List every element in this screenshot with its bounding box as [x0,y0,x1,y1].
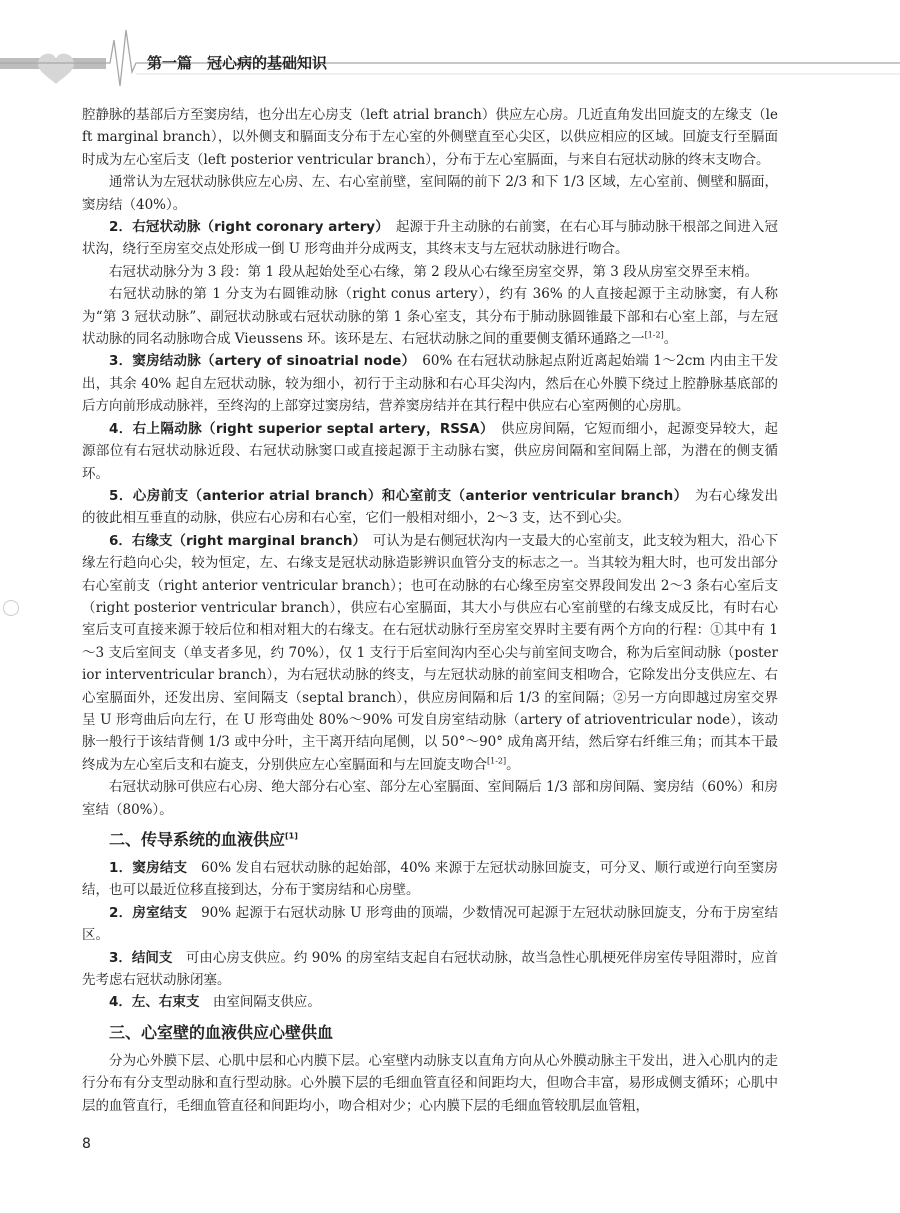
paragraph-conus: 右冠状动脉的第 1 分支为右圆锥动脉（right conus artery），约有 36% 的人直接起源于主动脉窦，有人称为“第 3 冠状动脉”、副冠状动脉或右冠状动脉的第 1 条心室支，其分布于肺动脉圆锥最下部和右心室上部，与左冠状动脉的同名动脉吻合成 Vieussens 环。该环是左、右冠状动脉之间的重要侧支循环通路之一[1-2]。 [82,286,778,348]
header-decoration [0,0,900,90]
paragraph-segments: 右冠状动脉分为 3 段：第 1 段从起始处至心右缘，第 2 段从心右缘至房室交界，第 3 段从房室交界至末梢。 [109,263,759,280]
paragraph-right-coronary: 2．右冠状动脉（right coronary artery） 起源于升主动脉的右前窦，在右心耳与肺动脉干根部之间进入冠状沟，绕行至房室交点处形成一倒 U 形弯曲并分成两支，其终末支与左冠状动脉进行吻合。 [82,219,779,258]
page-number: 8 [82,1136,91,1152]
paragraph-av-branch: 2．房室结支 90% 起源于右冠状动脉 U 形弯曲的顶端，少数情况可起源于左冠状动脉回旋支，分布于房室结区。 [82,904,778,944]
paragraph-marginal: 6．右缘支（right marginal branch） 可认为是右侧冠状沟内一支最大的心室前支，此支较为粗大，沿心下缘左行趋向心尖，较为恒定，左、右缘支是冠状动脉造影辨识血管分支的标志之一。当其较为粗大时，也可发出部分右心室前支（right anterior ventricular branch）；也可在动脉的右心缘至房室交界段间发出 2～3 条右心室后支（right posterior ventricular branch），供应右心室膈面，其大小与供应右心室前壁的右缘支成反比，有时右心室后支可直接来源于较后位和相对粗大的右缘支。在右冠状动脉行至房室交界时主要有两个方向的行程：①其中有 1～3 支后室间支（单支者多见，约 70%），仅 1 支行于后室间沟内至心尖与前室间支吻合，称为后室间动脉（posterior interventricular branch），为右冠状动脉的终支，与左冠状动脉的前室间支相吻合，它除发出分支供应左、右心室膈面外，还发出房、室间隔支（septal branch），供应房间隔和后 1/3 的室间隔；②另一方向即越过房室交界呈 U 形弯曲后向左行，在 U 形弯曲处 80%～90% 可发自房室结动脉（artery of atrioventricular node），该动脉一般行于该结背侧 1/3 或中分叶，主干离开结向尾侧，以 50°～90° 成角离开结，然后穿右纤维三角；而其本干最终成为左心室后支和右旋支，分别供应左心室膈面和与左回旋支吻合[1-2]。 [82,532,779,773]
section-heading-ventricular-wall: 三、心室壁的血液供应心壁供血 [109,1022,334,1042]
main-content [82,104,778,1117]
paragraph-bundle: 4．左、右束支 由室间隔支供应。 [109,994,321,1011]
section-heading-conduction: 二、传导系统的血液供应[1] [109,830,298,849]
ecg-line [0,30,900,86]
paragraph-1: 腔静脉的基部后方至窦房结，也分出左心房支（left atrial branch）供应左心房。几近直角发出回旋支的左缘支（left marginal branch），以外侧支和膈面支分布于左心室的外侧壁直至心尖区，以供应相应的区域。回旋支行至膈面时成为左心室后支（left posterior ventricular branch），分布于左心室膈面，与来自右冠状动脉的终末支吻合。 [82,107,778,168]
paragraph-internodal: 3．结间支 可由心房支供应。约 90% 的房室结支起自右冠状动脉，故当急性心肌梗死伴房室传导阻滞时，应首先考虑右冠状动脉闭塞。 [82,949,778,989]
paragraph-summary: 右冠状动脉可供应右心房、绝大部分右心室、部分左心室膈面、室间隔后 1/3 部和房间隔、窦房结（60%）和房室结（80%）。 [82,779,778,818]
paragraph-sinoatrial: 3．窦房结动脉（artery of sinoatrial node） 60% 在右冠状动脉起点附近离起始端 1～2cm 内由主干发出，其余 40% 起自左冠状动脉，较为细小，初行于主动脉和右心耳尖沟内，然后在心外膜下绕过上腔静脉基底部的后方向前形成动脉袢，至终沟的上部穿过窦房结，营养窦房结并在其行程中供应右心室两侧的心房肌。 [82,353,779,415]
page-header [0,0,900,90]
paragraph-layers: 分为心外膜下层、心肌中层和心内膜下层。心室壁内动脉支以直角方向从心外膜动脉主干发出，进入心肌内的走行分布有分支型动脉和直行型动脉。心外膜下层的毛细血管直径和间距均大，但吻合丰富，易形成侧支循环；心肌中层的血管直行，毛细血管直径和间距均小，吻合相对少；心内膜下层的毛细血管较肌层血管粗， [82,1052,778,1114]
paragraph-rssa: 4．右上隔动脉（right superior septal artery，RSSA） 供应房间隔，它短而细小，起源变异较大，起源部位有右冠状动脉近段、右冠状动脉窦口或直接起源于主动脉右窦，供应房间隔和室间隔上部，为潜在的侧支循环。 [82,420,779,482]
paragraph-atrial-ventricular: 5．心房前支（anterior atrial branch）和心室前支（anterior ventricular branch） 为右心缘发出的彼此相互垂直的动脉，供应右心房和右心室，它们一般相对细小，2～3 支，达不到心尖。 [82,487,779,527]
paragraph-sa-branch: 1．窦房结支 60% 发自右冠状动脉的起始部，40% 来源于左冠状动脉回旋支，可分叉、顺行或逆行向至窦房结，也可以最近位移直接到达，分布于窦房结和心房壁。 [82,860,778,899]
paragraph-2: 通常认为左冠状动脉供应左心房、左、右心室前壁，室间隔的前下 2/3 和下 1/3 区域，左心室前、侧壁和膈面，窦房结（40%）。 [82,174,778,213]
chapter-title: 第一篇 冠心病的基础知识 [147,54,328,72]
margin-mark [3,600,19,616]
